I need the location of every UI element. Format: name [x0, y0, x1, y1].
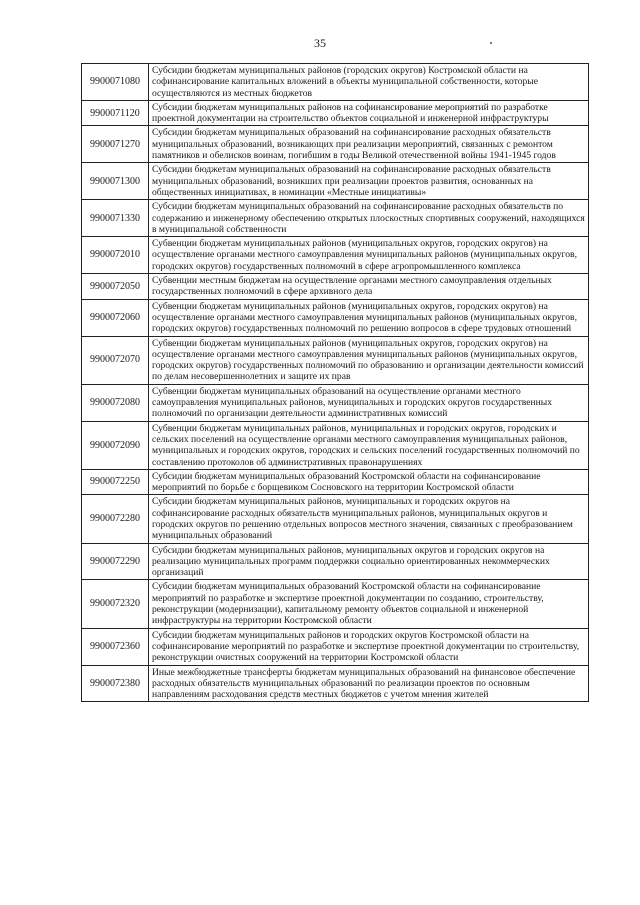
row-code: 9900072280: [82, 495, 149, 543]
row-description: Иные межбюджетные трансферты бюджетам муниципальных образований на финансовое обеспечение расходных обязательств муниципальных образований по реализации проектов по основным направлениям расходования средств местных бюджетов с учетом мнения жителей: [149, 665, 589, 702]
row-code: 9900071120: [82, 100, 149, 126]
table-body: [82, 64, 589, 702]
page-number: 35: [314, 36, 326, 50]
table-row: [82, 299, 589, 336]
row-code: 9900072070: [82, 336, 149, 384]
row-code: 9900072090: [82, 421, 149, 469]
table-row: [82, 628, 589, 665]
row-code: 9900072320: [82, 580, 149, 628]
table-row: [82, 421, 589, 469]
row-code: 9900072080: [82, 384, 149, 421]
row-code: 9900071270: [82, 126, 149, 163]
row-code: 9900072010: [82, 237, 149, 274]
table-row: [82, 469, 589, 495]
row-description: Субсидии бюджетам муниципальных образований Костромской области на софинансирование мероприятий по разработке и экспертизе проектной документации по созданию, строительству, реконструкции (модернизации), капитальному ремонту объектов социальной и инженерной инфраструктуры на территории Костромской области: [149, 580, 589, 628]
table-row: [82, 163, 589, 200]
row-code: 9900072050: [82, 274, 149, 300]
budget-codes-table: [81, 63, 589, 702]
row-description: Субсидии бюджетам муниципальных образований Костромской области на софинансирование мероприятий по борьбе с борщевиком Сосновского на территории Костромской области: [149, 469, 589, 495]
row-description: Субсидии бюджетам муниципальных районов на софинансирование мероприятий по разработке проектной документации на строительство объектов социальной и инженерной инфраструктуры: [149, 100, 589, 126]
row-description: Субвенции бюджетам муниципальных районов (муниципальных округов, городских округов) на осуществление органами местного самоуправления муниципальных районов (муниципальных округов, городских округов) государственных полномочий по решению вопросов в сфере трудовых отношений: [149, 299, 589, 336]
table-row: [82, 200, 589, 237]
table-row: [82, 495, 589, 543]
table-row: [82, 665, 589, 702]
row-description: Субсидии бюджетам муниципальных районов, муниципальных и городских округов на софинансирование расходных обязательств муниципальных районов, муниципальных округов и городских округов по решению отдельных вопросов местного значения, связанных с преобразованием муниципальных образований: [149, 495, 589, 543]
row-code: 9900072250: [82, 469, 149, 495]
row-description: Субвенции бюджетам муниципальных районов (муниципальных округов, городских округов) на осуществление органами местного самоуправления муниципальных районов (муниципальных округов, городских округов) государственных полномочий по образованию и организации деятельности комиссий по делам несовершеннолетних и защите их прав: [149, 336, 589, 384]
row-description: Субсидии бюджетам муниципальных образований на софинансирование расходных обязательств муниципальных образований, возникших при реализации проектов развития, основанных на общественных инициативах, в номинации «Местные инициативы»: [149, 163, 589, 200]
row-code: 9900071080: [82, 64, 149, 101]
row-code: 9900072360: [82, 628, 149, 665]
row-code: 9900071330: [82, 200, 149, 237]
table-row: [82, 100, 589, 126]
row-code: 9900071300: [82, 163, 149, 200]
scan-speck: [490, 42, 492, 44]
table-row: [82, 64, 589, 101]
table-row: [82, 126, 589, 163]
row-description: Субвенции бюджетам муниципальных районов, муниципальных и городских округов, городских и сельских поселений на осуществление органами местного самоуправления муниципальных районов, муниципальных и городских округов, городских и сельских поселений государственных полномочий по составлению протоколов об административных правонарушениях: [149, 421, 589, 469]
table-row: [82, 336, 589, 384]
row-description: Субсидии бюджетам муниципальных образований на софинансирование расходных обязательств по содержанию и инженерному обеспечению открытых плоскостных спортивных сооружений, находящихся в муниципальной собственности: [149, 200, 589, 237]
row-description: Субсидии бюджетам муниципальных образований на софинансирование расходных обязательств муниципальных образований, возникающих при реализации мероприятий, связанных с ремонтом памятников и обелисков воинам, погибшим в годы Великой отечественной войны 1941-1945 годов: [149, 126, 589, 163]
row-description: Субвенции местным бюджетам на осуществление органами местного самоуправления отдельных государственных полномочий в сфере архивного дела: [149, 274, 589, 300]
table-row: [82, 274, 589, 300]
table-row: [82, 384, 589, 421]
row-description: Субвенции бюджетам муниципальных образований на осуществление органами местного самоуправления муниципальных районов, муниципальных и городских округов государственных полномочий по организации деятельности административных комиссий: [149, 384, 589, 421]
row-description: Субсидии бюджетам муниципальных районов и городских округов Костромской области на софинансирование мероприятий по разработке и экспертизе проектной документации по строительству, реконструкции очистных сооружений на территории Костромской области: [149, 628, 589, 665]
table-row: [82, 237, 589, 274]
row-code: 9900072380: [82, 665, 149, 702]
table-row: [82, 543, 589, 580]
row-description: Субвенции бюджетам муниципальных районов (муниципальных округов, городских округов) на осуществление органами местного самоуправления муниципальных районов (муниципальных округов, городских округов) государственных полномочий в сфере агропромышленного комплекса: [149, 237, 589, 274]
table-row: [82, 580, 589, 628]
row-code: 9900072290: [82, 543, 149, 580]
row-description: Субсидии бюджетам муниципальных районов (городских округов) Костромской области на софинансирование капитальных вложений в объекты муниципальной собственности, которые осуществляются из местных бюджетов: [149, 64, 589, 101]
row-description: Субсидии бюджетам муниципальных районов, муниципальных округов и городских округов на реализацию муниципальных программ поддержки социально ориентированных некоммерческих организаций: [149, 543, 589, 580]
row-code: 9900072060: [82, 299, 149, 336]
